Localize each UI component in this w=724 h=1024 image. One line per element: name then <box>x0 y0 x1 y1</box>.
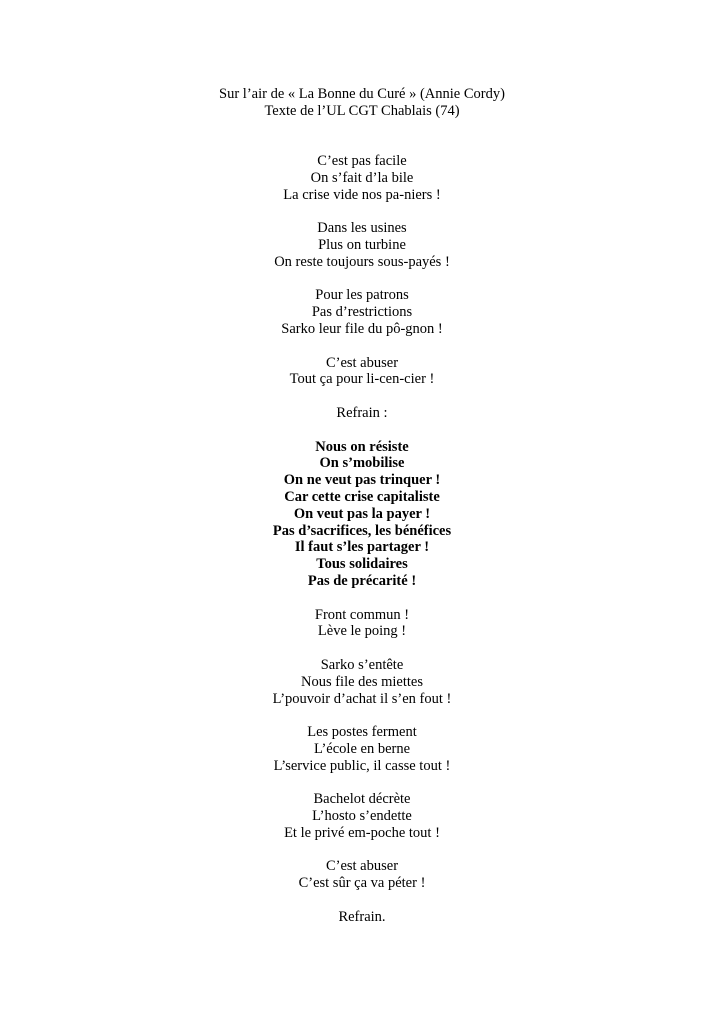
refrain-closing: Refrain. <box>338 908 386 925</box>
lyric-line: C’est pas facile <box>317 153 407 169</box>
chorus-line: On veut pas la payer ! <box>293 505 431 522</box>
chorus-line: Pas d’sacrifices, les bénéfices <box>272 522 452 539</box>
lyric-line: Front commun ! <box>314 606 410 623</box>
lyric-line: Et le privé em-poche tout ! <box>284 824 440 841</box>
lyric-line: L’pouvoir d’achat il s’en fout ! <box>272 690 452 707</box>
lyric-line: Sarko s’entête <box>320 656 404 673</box>
stanza-5 <box>0 607 724 641</box>
lyric-line: Tout ça pour li-cen-cier ! <box>289 371 435 388</box>
refrain-heading: Refrain : <box>336 404 388 421</box>
stanza-6 <box>0 657 724 707</box>
chorus-line: Tous solidaires <box>316 556 408 573</box>
lyric-line: Sarko leur file du pô-gnon ! <box>281 320 443 337</box>
stanza-4 <box>0 355 724 389</box>
chorus-line: Car cette crise capitaliste <box>284 488 440 505</box>
header-tune-line: Sur l’air de « La Bonne du Curé » (Annie Cordy) <box>219 86 505 102</box>
chorus-line: On ne veut pas trinquer ! <box>283 472 441 489</box>
lyric-line: L’hosto s’endette <box>312 808 412 825</box>
chorus <box>0 439 724 590</box>
stanza-1 <box>0 153 724 203</box>
stanza-8 <box>0 791 724 841</box>
lyric-line: L’école en berne <box>313 740 411 757</box>
stanza-3 <box>0 287 724 337</box>
stanza-9 <box>0 858 724 892</box>
lyric-line: C’est abuser <box>325 354 399 371</box>
lyric-line: Les postes ferment <box>307 724 417 741</box>
lyric-line: On reste toujours sous-payés ! <box>274 253 450 270</box>
song-lyrics <box>0 153 724 942</box>
chorus-line: Pas de précarité ! <box>307 572 417 589</box>
header-author-line: Texte de l’UL CGT Chablais (74) <box>264 103 460 119</box>
lyric-line: Plus on turbine <box>318 236 406 253</box>
song-header <box>0 86 724 120</box>
lyric-line: Nous file des miettes <box>300 673 424 690</box>
lyric-line: Pour les patrons <box>315 287 409 304</box>
lyric-line: C’est abuser <box>325 858 399 875</box>
lyric-line: Bachelot décrète <box>313 791 411 808</box>
refrain-label <box>0 405 724 422</box>
lyric-line: On s’fait d’la bile <box>310 169 414 186</box>
chorus-line: Nous on résiste <box>315 438 409 455</box>
chorus-line: Il faut s’les partager ! <box>294 539 430 556</box>
lyric-line: C’est sûr ça va péter ! <box>298 875 426 892</box>
lyric-line: L’service public, il casse tout ! <box>273 757 451 774</box>
lyric-line: Lève le poing ! <box>317 623 407 640</box>
lyric-line: Dans les usines <box>317 220 407 237</box>
refrain-end <box>0 909 724 926</box>
stanza-2 <box>0 220 724 270</box>
lyric-line: La crise vide nos pa-niers ! <box>283 186 441 203</box>
lyric-line: Pas d’restrictions <box>311 304 413 321</box>
stanza-7 <box>0 724 724 774</box>
chorus-line: On s’mobilise <box>319 455 405 472</box>
